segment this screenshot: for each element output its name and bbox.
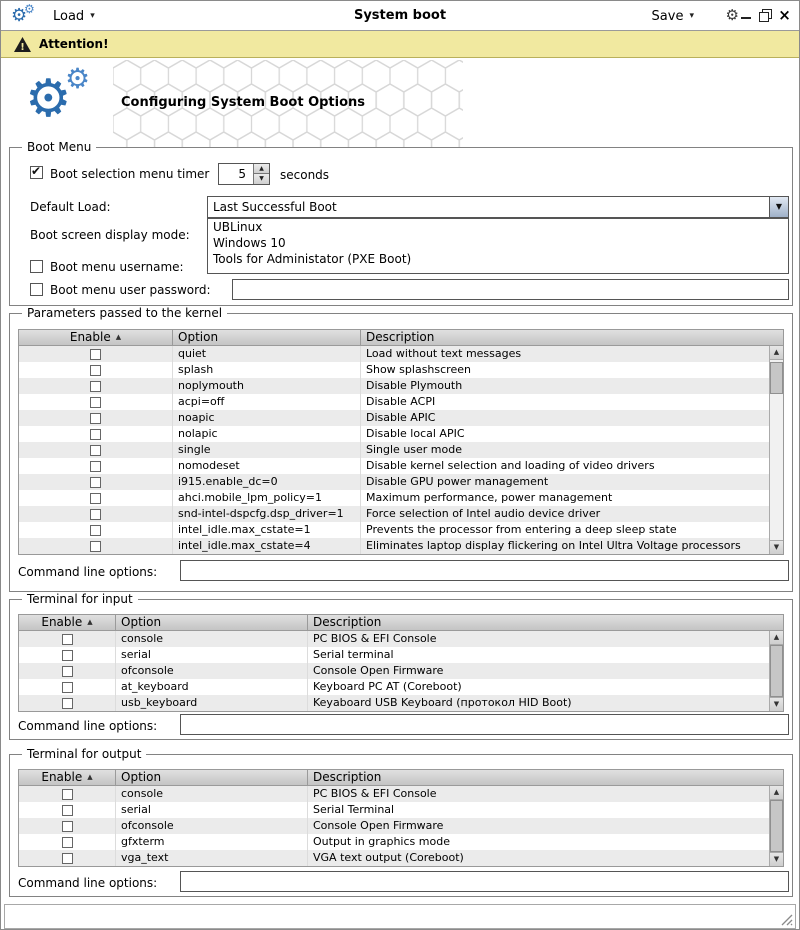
description-cell: PC BIOS & EFI Console — [313, 787, 437, 800]
svg-text:!: ! — [20, 42, 25, 53]
table-row[interactable] — [19, 426, 769, 442]
table-row[interactable] — [19, 818, 769, 834]
vertical-scrollbar[interactable] — [769, 786, 783, 866]
group-legend: Boot Menu — [22, 140, 96, 155]
cmdline-label: Command line options: — [18, 719, 158, 733]
table-row[interactable] — [19, 631, 769, 647]
option-cell: ofconsole — [116, 818, 308, 834]
table-header — [19, 770, 783, 786]
table-row[interactable] — [19, 394, 769, 410]
description-cell: Output in graphics mode — [313, 835, 450, 848]
table-row[interactable] — [19, 362, 769, 378]
terminal-input-table-body — [19, 631, 769, 711]
table-row[interactable] — [19, 346, 769, 362]
row-checkbox[interactable] — [90, 349, 101, 360]
default-load-dropdown-list — [207, 218, 789, 274]
combobox-arrow-icon[interactable]: ▼ — [769, 197, 788, 217]
table-header — [19, 330, 783, 346]
description-cell: Disable APIC — [366, 411, 436, 424]
description-cell: Keyaboard USB Keyboard (протокол HID Boot) — [313, 696, 572, 709]
attention-banner — [1, 31, 799, 58]
status-bar — [4, 904, 796, 929]
terminal-output-cmdline-input[interactable] — [180, 871, 789, 892]
row-checkbox[interactable] — [90, 509, 101, 520]
description-cell: Disable local APIC — [366, 427, 465, 440]
description-cell: Maximum performance, power management — [366, 491, 613, 504]
page-title: Configuring System Boot Options — [121, 95, 366, 110]
table-row[interactable] — [19, 378, 769, 394]
timer-label: Boot selection menu timer — [50, 167, 210, 181]
group-legend: Terminal for input — [22, 592, 138, 607]
password-label: Boot menu user password: — [50, 283, 211, 297]
scroll-up-icon[interactable]: ▲ — [770, 786, 783, 800]
scroll-down-icon[interactable]: ▼ — [770, 697, 783, 711]
table-header — [19, 615, 783, 631]
load-label: Load — [53, 8, 85, 24]
option-cell: noapic — [173, 410, 361, 426]
terminal-output-group — [9, 747, 793, 897]
settings-gear-icon[interactable]: ⚙ — [725, 6, 739, 24]
enable-column-header[interactable]: Enable ▲ — [19, 615, 116, 631]
description-cell: Console Open Firmware — [313, 819, 444, 832]
table-row[interactable] — [19, 679, 769, 695]
row-checkbox[interactable] — [90, 365, 101, 376]
description-cell: Disable kernel selection and loading of video drivers — [366, 459, 655, 472]
option-column-header[interactable]: Option — [116, 770, 308, 786]
kernel-table-body — [19, 346, 769, 554]
terminal-input-cmdline-input[interactable] — [180, 714, 789, 735]
kernel-parameters-group — [9, 306, 793, 592]
save-button[interactable] — [652, 5, 694, 27]
description-cell: Load without text messages — [366, 347, 522, 360]
table-row[interactable] — [19, 647, 769, 663]
table-row[interactable] — [19, 834, 769, 850]
table-row[interactable] — [19, 458, 769, 474]
description-column-header[interactable]: Description — [361, 330, 783, 346]
password-checkbox[interactable] — [30, 283, 43, 296]
row-checkbox[interactable] — [62, 821, 73, 832]
option-cell: console — [116, 786, 308, 802]
option-cell: splash — [173, 362, 361, 378]
vertical-scrollbar[interactable] — [769, 346, 783, 554]
description-cell: Disable GPU power management — [366, 475, 549, 488]
option-cell: vga_text — [116, 850, 308, 866]
option-cell: noplymouth — [173, 378, 361, 394]
scroll-up-icon[interactable]: ▲ — [770, 346, 783, 360]
username-label: Boot menu username: — [50, 260, 184, 274]
table-row[interactable] — [19, 474, 769, 490]
table-row[interactable] — [19, 538, 769, 554]
row-checkbox[interactable] — [90, 461, 101, 472]
table-row[interactable] — [19, 802, 769, 818]
enable-column-header[interactable]: Enable ▲ — [19, 330, 173, 346]
row-checkbox[interactable] — [62, 853, 73, 864]
resize-grip[interactable] — [779, 912, 794, 927]
option-cell: usb_keyboard — [116, 695, 308, 711]
table-row[interactable] — [19, 695, 769, 711]
option-cell: intel_idle.max_cstate=4 — [173, 538, 361, 554]
description-cell: Serial terminal — [313, 648, 394, 661]
description-cell: Keyboard PC AT (Coreboot) — [313, 680, 462, 693]
timer-suffix: seconds — [280, 168, 330, 182]
row-checkbox[interactable] — [90, 541, 101, 552]
kernel-cmdline-input[interactable] — [180, 560, 789, 581]
description-cell: Force selection of Intel audio device driver — [366, 507, 601, 520]
chevron-down-icon: ▾ — [689, 11, 694, 21]
scrollbar-thumb[interactable] — [770, 800, 783, 852]
description-cell: Show splashscreen — [366, 363, 471, 376]
table-row[interactable] — [19, 410, 769, 426]
option-cell: ofconsole — [116, 663, 308, 679]
description-column-header[interactable]: Description — [308, 615, 783, 631]
dropdown-option[interactable]: Tools for Administator (PXE Boot) — [213, 252, 412, 266]
group-legend: Parameters passed to the kernel — [22, 306, 227, 321]
cmdline-label: Command line options: — [18, 565, 158, 579]
option-cell: snd-intel-dspcfg.dsp_driver=1 — [173, 506, 361, 522]
enable-column-header[interactable]: Enable ▲ — [19, 770, 116, 786]
row-checkbox[interactable] — [62, 805, 73, 816]
dropdown-option[interactable]: UBLinux — [213, 220, 263, 234]
description-cell: VGA text output (Coreboot) — [313, 851, 464, 864]
table-row[interactable] — [19, 490, 769, 506]
timer-checkbox[interactable] — [30, 166, 43, 179]
option-cell: single — [173, 442, 361, 458]
password-input[interactable] — [232, 279, 789, 300]
scroll-down-icon[interactable]: ▼ — [770, 540, 783, 554]
option-cell: nolapic — [173, 426, 361, 442]
username-checkbox[interactable] — [30, 260, 43, 273]
sort-ascending-icon: ▲ — [87, 618, 93, 626]
combobox-value: Last Successful Boot — [213, 200, 337, 214]
timer-value[interactable] — [219, 164, 249, 184]
row-checkbox[interactable] — [62, 789, 73, 800]
option-cell: at_keyboard — [116, 679, 308, 695]
window-controls — [740, 6, 791, 24]
row-checkbox[interactable] — [62, 666, 73, 677]
scrollbar-thumb[interactable] — [770, 645, 783, 697]
save-label: Save — [651, 8, 684, 24]
row-checkbox[interactable] — [90, 381, 101, 392]
cmdline-label: Command line options: — [18, 876, 158, 890]
option-cell: intel_idle.max_cstate=1 — [173, 522, 361, 538]
app-gears-icon: ⚙ ⚙ — [11, 2, 35, 26]
spin-up-icon[interactable]: ▲ — [253, 164, 269, 174]
table-row[interactable] — [19, 663, 769, 679]
option-cell: gfxterm — [116, 834, 308, 850]
sort-ascending-icon: ▲ — [115, 333, 122, 341]
chevron-down-icon: ▾ — [90, 11, 95, 21]
table-row[interactable] — [19, 442, 769, 458]
option-cell: acpi=off — [173, 394, 361, 410]
spin-down-icon[interactable]: ▼ — [253, 174, 269, 184]
group-legend: Terminal for output — [22, 747, 146, 762]
load-button[interactable] — [53, 5, 95, 27]
scrollbar-thumb[interactable] — [770, 362, 783, 394]
display-mode-label: Boot screen display mode: — [30, 228, 190, 242]
row-checkbox[interactable] — [62, 650, 73, 661]
description-cell: Disable Plymouth — [366, 379, 463, 392]
table-row[interactable] — [19, 850, 769, 866]
table-row[interactable] — [19, 522, 769, 538]
description-cell: Prevents the processor from entering a deep sleep state — [366, 523, 677, 536]
description-cell: Serial Terminal — [313, 803, 395, 816]
description-cell: Disable ACPI — [366, 395, 436, 408]
dropdown-option[interactable]: Windows 10 — [213, 236, 286, 250]
warning-icon — [13, 36, 32, 53]
row-checkbox[interactable] — [90, 477, 101, 488]
table-row[interactable] — [19, 506, 769, 522]
option-cell: quiet — [173, 346, 361, 362]
option-column-header[interactable]: Option — [116, 615, 308, 631]
sort-ascending-icon: ▲ — [87, 773, 93, 781]
row-checkbox[interactable] — [62, 682, 73, 693]
attention-label: Attention! — [39, 37, 109, 51]
check-icon: ✔ — [31, 164, 42, 178]
kernel-table — [18, 329, 784, 555]
terminal-output-table — [18, 769, 784, 867]
vertical-scrollbar[interactable] — [769, 631, 783, 711]
option-cell: console — [116, 631, 308, 647]
row-checkbox[interactable] — [90, 493, 101, 504]
timer-spinner — [218, 163, 270, 185]
description-column-header[interactable]: Description — [308, 770, 783, 786]
row-checkbox[interactable] — [90, 525, 101, 536]
close-button[interactable]: × — [778, 6, 791, 24]
default-load-combobox[interactable] — [207, 196, 789, 218]
table-row[interactable] — [19, 786, 769, 802]
row-checkbox[interactable] — [62, 634, 73, 645]
terminal-input-group — [9, 592, 793, 740]
row-checkbox[interactable] — [62, 698, 73, 709]
description-cell: Console Open Firmware — [313, 664, 444, 677]
boot-menu-group — [9, 140, 793, 306]
option-cell: i915.enable_dc=0 — [173, 474, 361, 490]
terminal-output-table-body — [19, 786, 769, 866]
option-cell: serial — [116, 802, 308, 818]
description-cell: Eliminates laptop display flickering on Intel Ultra Voltage processors — [366, 539, 741, 552]
window-title: System boot — [353, 8, 447, 23]
option-cell: serial — [116, 647, 308, 663]
description-cell: Single user mode — [366, 443, 462, 456]
terminal-input-table — [18, 614, 784, 712]
option-cell: ahci.mobile_lpm_policy=1 — [173, 490, 361, 506]
minimize-button[interactable] — [740, 9, 753, 22]
toolbar — [1, 1, 799, 31]
default-load-label: Default Load: — [30, 200, 111, 214]
maximize-button[interactable] — [759, 9, 772, 22]
row-checkbox[interactable] — [90, 413, 101, 424]
option-column-header[interactable]: Option — [173, 330, 361, 346]
gears-icon: ⚙ ⚙ — [25, 62, 91, 129]
scroll-up-icon[interactable]: ▲ — [770, 631, 783, 645]
row-checkbox[interactable] — [62, 837, 73, 848]
row-checkbox[interactable] — [90, 445, 101, 456]
row-checkbox[interactable] — [90, 397, 101, 408]
row-checkbox[interactable] — [90, 429, 101, 440]
option-cell: nomodeset — [173, 458, 361, 474]
description-cell: PC BIOS & EFI Console — [313, 632, 437, 645]
scroll-down-icon[interactable]: ▼ — [770, 852, 783, 866]
